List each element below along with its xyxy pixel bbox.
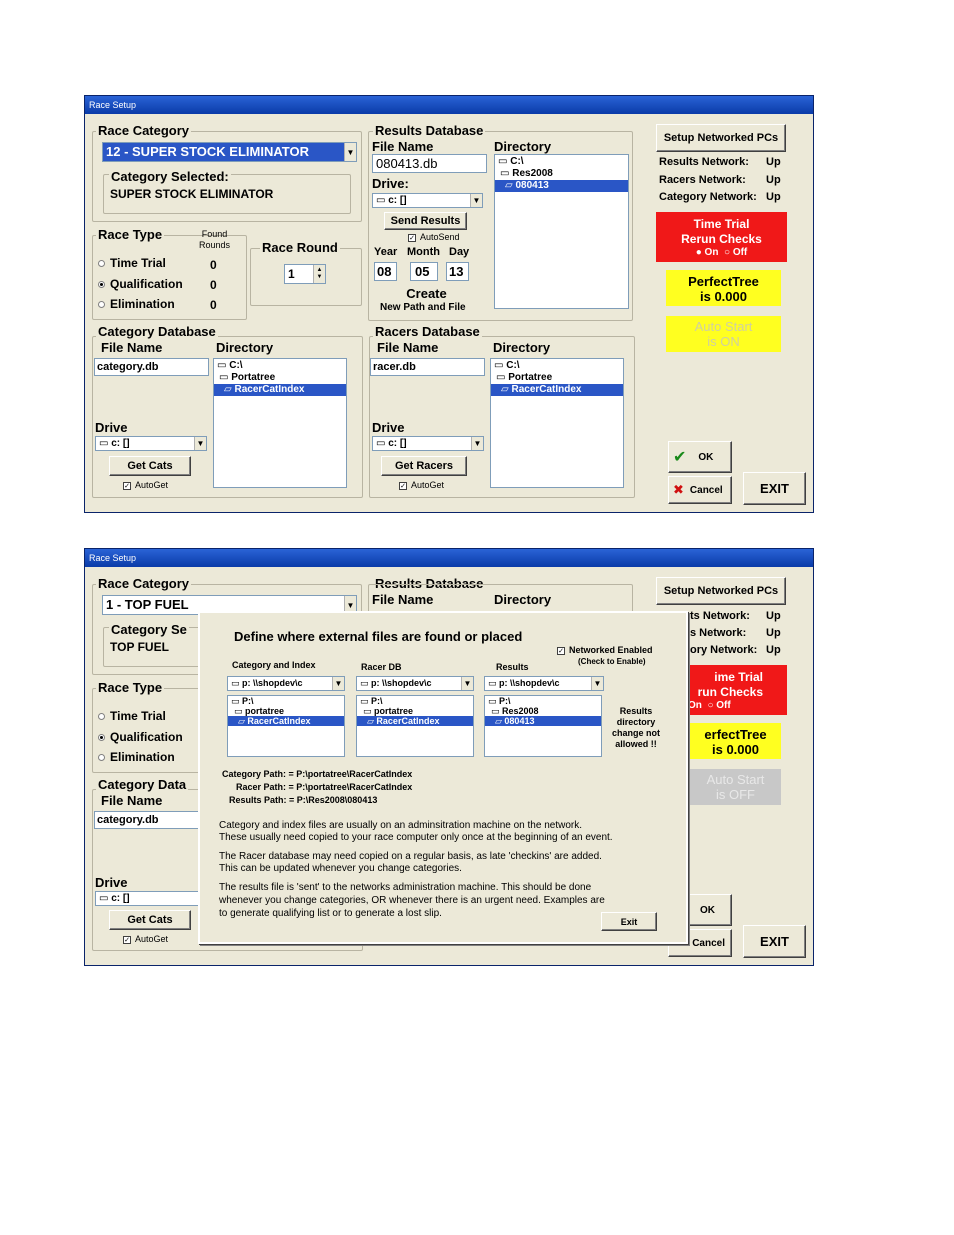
folder-item[interactable]: [485, 706, 601, 716]
drive-label: Drive: [95, 420, 128, 435]
drive-value: p: \\shopdev\c: [371, 678, 432, 688]
directory-label: Directory: [494, 139, 552, 154]
category-drive-select[interactable]: [95, 436, 207, 451]
radio-off-icon: ○: [707, 700, 714, 711]
racers-network-label: Racers Network:: [659, 174, 746, 186]
drive-value: c: []: [111, 893, 130, 904]
folder-icon: ▭: [494, 360, 507, 371]
racer-path: Racer Path: = P:\portatree\RacerCatIndex: [236, 782, 413, 792]
checkbox-icon: ✓: [400, 482, 406, 490]
drive-icon: ▭: [376, 195, 389, 206]
folder-name: C:\: [506, 360, 520, 371]
race-round-value: 1: [288, 267, 295, 281]
help-text-2a: The Racer database may need copied on a regular basis, as late 'checkins' are added.: [219, 851, 602, 862]
auto-start-line2: is ON: [707, 334, 740, 349]
folder-open-icon: ▱: [501, 384, 512, 395]
drive-value: c: []: [111, 438, 130, 449]
racer-directory-list[interactable]: [356, 695, 474, 757]
folder-name: C:\: [229, 360, 243, 371]
results-drive-select[interactable]: [484, 676, 604, 691]
off-label: Off: [732, 247, 748, 258]
results-network-status: Up: [766, 610, 781, 622]
folder-item[interactable]: [357, 706, 473, 716]
radio-label: Time Trial: [110, 256, 166, 270]
drive-value: p: \\shopdev\c: [242, 678, 303, 688]
folder-item[interactable]: [228, 706, 344, 716]
results-network-label: ts Network:: [690, 610, 750, 622]
new-path-label: New Path and File: [380, 302, 466, 313]
results-network-status: Up: [766, 156, 781, 168]
category-network-status: Up: [766, 644, 781, 656]
racer-db-label: Racer DB: [361, 662, 402, 672]
autoget-checkbox[interactable]: [123, 481, 168, 490]
folder-icon: ▭: [491, 706, 503, 716]
folder-item[interactable]: [491, 372, 623, 384]
send-results-button[interactable]: Send Results: [384, 212, 467, 230]
radio-elimination[interactable]: [98, 751, 175, 763]
folder-icon: ▭: [496, 372, 509, 383]
ok-button[interactable]: OK: [668, 894, 732, 926]
racers-network-status: Up: [766, 174, 781, 186]
file-name-label: File Name: [372, 592, 434, 607]
folder-name: RacerCatIndex: [376, 716, 440, 726]
results-network-label: Results Network:: [659, 156, 749, 168]
on-off-toggle[interactable]: [656, 247, 787, 258]
cancel-button[interactable]: Cancel: [668, 929, 732, 957]
radio-label: Time Trial: [110, 709, 166, 723]
time-trial-line1: ime Trial: [714, 670, 763, 684]
racers-network-label: s Network:: [690, 627, 747, 639]
results-directory-list[interactable]: [484, 695, 602, 757]
folder-item[interactable]: [214, 360, 346, 372]
perfect-tree-line1: PerfectTree: [688, 274, 759, 289]
race-type-label: Race Type: [98, 227, 163, 242]
folder-name: 080413: [515, 180, 549, 191]
networked-enabled-label: Networked Enabled: [569, 645, 653, 655]
results-file-name-input[interactable]: 080413.db: [372, 154, 487, 173]
help-text-1b: These usually need copied to your race computer only once at the beginning of an event.: [219, 832, 613, 843]
folder-icon: ▭: [217, 360, 230, 371]
file-name-label: File Name: [101, 340, 163, 355]
racers-drive-select[interactable]: [372, 436, 484, 451]
folder-name: 080413: [504, 716, 535, 726]
folder-item-selected[interactable]: [495, 180, 628, 192]
checkbox-icon: ✓: [124, 482, 130, 490]
drive-icon: ▭: [488, 678, 500, 688]
results-db-label: Results Database: [375, 576, 484, 591]
category-network-status: Up: [766, 191, 781, 203]
race-category-label: Race Category: [98, 123, 190, 138]
folder-icon: ▭: [500, 168, 513, 179]
file-name-label: File Name: [372, 139, 434, 154]
race-category-value: 12 - SUPER STOCK ELIMINATOR: [106, 144, 309, 159]
results-db-label: Results Database: [375, 123, 484, 138]
folder-icon: ▭: [360, 696, 372, 706]
get-cats-button[interactable]: Get Cats: [109, 456, 191, 476]
race-category-label: Race Category: [98, 576, 190, 591]
directory-label: Directory: [493, 340, 551, 355]
dialog-exit-button[interactable]: Exit: [601, 912, 657, 931]
rounds-elimination: 0: [210, 298, 217, 312]
radio-label: Qualification: [110, 730, 183, 744]
race-setup-window: [84, 95, 814, 513]
folder-name: portatree: [245, 706, 285, 716]
rounds-qualification: 0: [210, 278, 217, 292]
folder-item[interactable]: [491, 360, 623, 372]
folder-name: P:\: [371, 696, 383, 706]
perfect-tree-line2: is 0.000: [700, 289, 747, 304]
ok-button[interactable]: [668, 441, 732, 473]
exit-button[interactable]: EXIT: [743, 925, 806, 958]
racers-file-name-input[interactable]: racer.db: [370, 358, 485, 376]
folder-item[interactable]: [228, 696, 344, 706]
radio-label: Elimination: [110, 297, 175, 311]
race-category-select[interactable]: [102, 142, 357, 162]
radio-qualification[interactable]: [98, 731, 183, 743]
time-trial-rerun-panel[interactable]: [656, 212, 787, 262]
file-name-label: File Name: [377, 340, 439, 355]
radio-label: Elimination: [110, 750, 175, 764]
drive-value: c: []: [388, 195, 407, 206]
directory-label: Directory: [216, 340, 274, 355]
category-selected-value: TOP FUEL: [110, 640, 169, 654]
setup-networked-pcs-button[interactable]: Setup Networked PCs: [656, 124, 786, 152]
file-name-label: File Name: [101, 793, 163, 808]
cancel-button[interactable]: [668, 476, 732, 504]
checkbox-icon: ✓: [558, 647, 564, 655]
month-label: Month: [407, 246, 440, 258]
cancel-label: Cancel: [689, 484, 723, 496]
radio-elimination[interactable]: [98, 298, 175, 310]
autoget-checkbox[interactable]: [399, 481, 444, 490]
race-category-value: 1 - TOP FUEL: [106, 597, 189, 612]
racers-network-status: Up: [766, 627, 781, 639]
folder-name: RacerCatIndex: [511, 384, 582, 395]
autosend-checkbox[interactable]: [408, 233, 460, 242]
category-db-label: Category Data: [98, 777, 187, 792]
race-round-stepper[interactable]: [284, 264, 326, 284]
get-racers-button[interactable]: Get Racers: [381, 456, 467, 476]
folder-icon: ▭: [219, 372, 232, 383]
folder-name: Res2008: [512, 168, 553, 179]
rounds-time-trial: 0: [210, 258, 217, 272]
time-trial-line1: Time Trial: [693, 217, 750, 231]
ok-label: OK: [698, 451, 714, 463]
drive-icon: ▭: [376, 438, 389, 449]
folder-name: RacerCatIndex: [234, 384, 305, 395]
chevron-down-icon[interactable]: ▼: [471, 437, 483, 450]
window-title: Race Setup: [85, 549, 813, 567]
folder-name: RacerCatIndex: [247, 716, 311, 726]
radio-icon: [98, 301, 105, 308]
checkbox-icon: ✓: [124, 936, 130, 944]
on-label: On: [688, 700, 702, 711]
folder-item[interactable]: [214, 372, 346, 384]
help-text-3b: whenever you change categories, OR whenever there is an urgent need. Examples are: [219, 895, 605, 906]
auto-start-line2: is OFF: [716, 787, 755, 802]
category-selected-value: SUPER STOCK ELIMINATOR: [110, 187, 274, 201]
folder-icon: ▭: [363, 706, 375, 716]
perfect-tree-line2: is 0.000: [712, 742, 759, 757]
time-trial-line2: run Checks: [697, 685, 763, 699]
category-path: Category Path: = P:\portatree\RacerCatIndex: [222, 769, 413, 779]
category-directory-list[interactable]: [227, 695, 345, 757]
folder-open-icon: ▱: [505, 180, 516, 191]
radio-on-icon: ●: [695, 247, 702, 258]
category-index-label: Category and Index: [232, 660, 316, 670]
perfect-tree-button[interactable]: [666, 270, 781, 306]
folder-icon: ▭: [488, 696, 500, 706]
race-setup-window-network: [84, 548, 814, 966]
get-cats-button[interactable]: Get Cats: [109, 910, 191, 930]
chevron-down-icon[interactable]: ▼: [461, 677, 473, 690]
chevron-down-icon[interactable]: ▼: [332, 677, 344, 690]
chevron-down-icon[interactable]: ▼: [194, 437, 206, 450]
category-selected-label: Category Se: [111, 622, 187, 637]
results-label: Results: [496, 662, 529, 672]
folder-item[interactable]: [485, 696, 601, 706]
category-selected-label: Category Selected:: [111, 169, 229, 184]
folder-item-selected[interactable]: [214, 384, 346, 396]
drive-icon: ▭: [231, 678, 243, 688]
cross-icon: ✖: [673, 482, 684, 497]
drive-value: c: []: [388, 438, 407, 449]
month-input[interactable]: 05: [410, 262, 438, 281]
setup-networked-pcs-button[interactable]: Setup Networked PCs: [656, 577, 786, 605]
drive-label: Drive:: [372, 176, 409, 191]
racers-directory-list[interactable]: [490, 358, 624, 488]
drive-icon: ▭: [99, 438, 112, 449]
folder-open-icon: ▱: [495, 716, 505, 726]
category-network-label: Category Network:: [659, 191, 757, 203]
radio-icon: [98, 713, 105, 720]
autosend-label: AutoSend: [420, 232, 460, 242]
radio-time-trial[interactable]: [98, 710, 166, 722]
folder-icon: ▭: [234, 706, 246, 716]
chevron-down-icon[interactable]: ▼: [470, 194, 482, 207]
day-input[interactable]: 13: [446, 262, 469, 281]
racer-drive-select[interactable]: [356, 676, 474, 691]
on-label: On: [704, 247, 719, 258]
check-icon: ✔: [673, 449, 687, 466]
auto-start-line1: Auto Start: [706, 772, 765, 787]
radio-icon: [98, 734, 105, 741]
category-drive-select[interactable]: [95, 891, 207, 906]
drive-value: p: \\shopdev\c: [499, 678, 560, 688]
auto-start-line1: Auto Start: [694, 319, 753, 334]
folder-open-icon: ▱: [367, 716, 377, 726]
radio-off-icon: ○: [724, 247, 731, 258]
folder-icon: ▭: [231, 696, 243, 706]
exit-button[interactable]: EXIT: [743, 472, 806, 505]
year-input[interactable]: 08: [374, 262, 397, 281]
radio-icon: [98, 754, 105, 761]
day-label: Day: [449, 246, 470, 258]
folder-name: portatree: [374, 706, 414, 716]
time-trial-line2: Rerun Checks: [681, 232, 762, 246]
results-drive-select[interactable]: [372, 193, 483, 208]
folder-name: C:\: [510, 156, 524, 167]
auto-start-button[interactable]: [666, 316, 781, 352]
found-rounds-label: Found Rounds: [199, 229, 231, 250]
racers-db-label: Racers Database: [375, 324, 480, 339]
drive-label: Drive: [372, 420, 405, 435]
folder-name: Portatree: [231, 372, 276, 383]
perfect-tree-line1: erfectTree: [704, 727, 767, 742]
window-title: Race Setup: [85, 96, 813, 114]
folder-open-icon: ▱: [224, 384, 235, 395]
category-file-name-input[interactable]: category.db: [94, 811, 209, 829]
results-path: Results Path: = P:\Res2008\080413: [229, 795, 378, 805]
results-change-note: Results directory change not allowed !!: [612, 706, 661, 749]
folder-name: Res2008: [502, 706, 539, 716]
autoget-label: AutoGet: [135, 480, 169, 490]
folder-name: P:\: [242, 696, 254, 706]
folder-icon: ▭: [498, 156, 511, 167]
help-text-3c: to generate qualifying list or to generate a lost slip.: [219, 908, 442, 919]
spin-arrows-icon[interactable]: ▲ ▼: [313, 265, 325, 283]
autoget-checkbox[interactable]: [123, 935, 168, 944]
directory-label: Directory: [494, 592, 552, 607]
drive-label: Drive: [95, 875, 128, 890]
dialog-title: Define where external files are found or placed: [234, 629, 523, 644]
category-directory-list[interactable]: [213, 358, 347, 488]
folder-item[interactable]: [495, 168, 628, 180]
help-text-1a: Category and index files are usually on an adminsitration machine on the network.: [219, 820, 582, 831]
race-type-label: Race Type: [98, 680, 163, 695]
race-round-label: Race Round: [262, 240, 338, 255]
radio-icon: [98, 281, 105, 288]
category-drive-select[interactable]: [227, 676, 345, 691]
radio-icon: [98, 260, 105, 267]
category-network-label: ory Network:: [690, 644, 758, 656]
radio-time-trial[interactable]: [98, 257, 166, 269]
folder-item[interactable]: [357, 696, 473, 706]
chevron-down-icon[interactable]: ▼: [591, 677, 603, 690]
radio-qualification[interactable]: [98, 278, 183, 290]
year-label: Year: [374, 246, 398, 258]
folder-item[interactable]: [495, 156, 628, 168]
folder-name: Portatree: [508, 372, 553, 383]
chevron-down-icon[interactable]: ▼: [344, 143, 356, 161]
help-text-2b: This can be updated whenever you change categories.: [219, 863, 462, 874]
folder-item-selected[interactable]: [491, 384, 623, 396]
create-button[interactable]: Create: [386, 285, 467, 301]
off-label: Off: [716, 700, 731, 711]
radio-label: Qualification: [110, 277, 183, 291]
folder-name: P:\: [499, 696, 511, 706]
results-directory-list[interactable]: [494, 154, 629, 309]
folder-open-icon: ▱: [238, 716, 248, 726]
category-file-name-input[interactable]: category.db: [94, 358, 209, 376]
autoget-label: AutoGet: [135, 934, 169, 944]
help-text-3a: The results file is 'sent' to the networks administration machine. This should be done: [219, 882, 592, 893]
networked-enabled-checkbox[interactable]: [557, 646, 653, 655]
checkbox-icon: ✓: [409, 234, 415, 242]
folder-item-selected[interactable]: [228, 716, 344, 726]
network-files-dialog: [198, 611, 688, 944]
folder-item-selected[interactable]: [357, 716, 473, 726]
autoget-label: AutoGet: [411, 480, 445, 490]
check-hint: (Check to Enable): [578, 657, 646, 666]
drive-icon: ▭: [99, 893, 112, 904]
folder-item-selected[interactable]: [485, 716, 601, 726]
category-db-label: Category Database: [98, 324, 216, 339]
drive-icon: ▭: [360, 678, 372, 688]
chevron-down-icon[interactable]: ▼: [344, 596, 356, 614]
